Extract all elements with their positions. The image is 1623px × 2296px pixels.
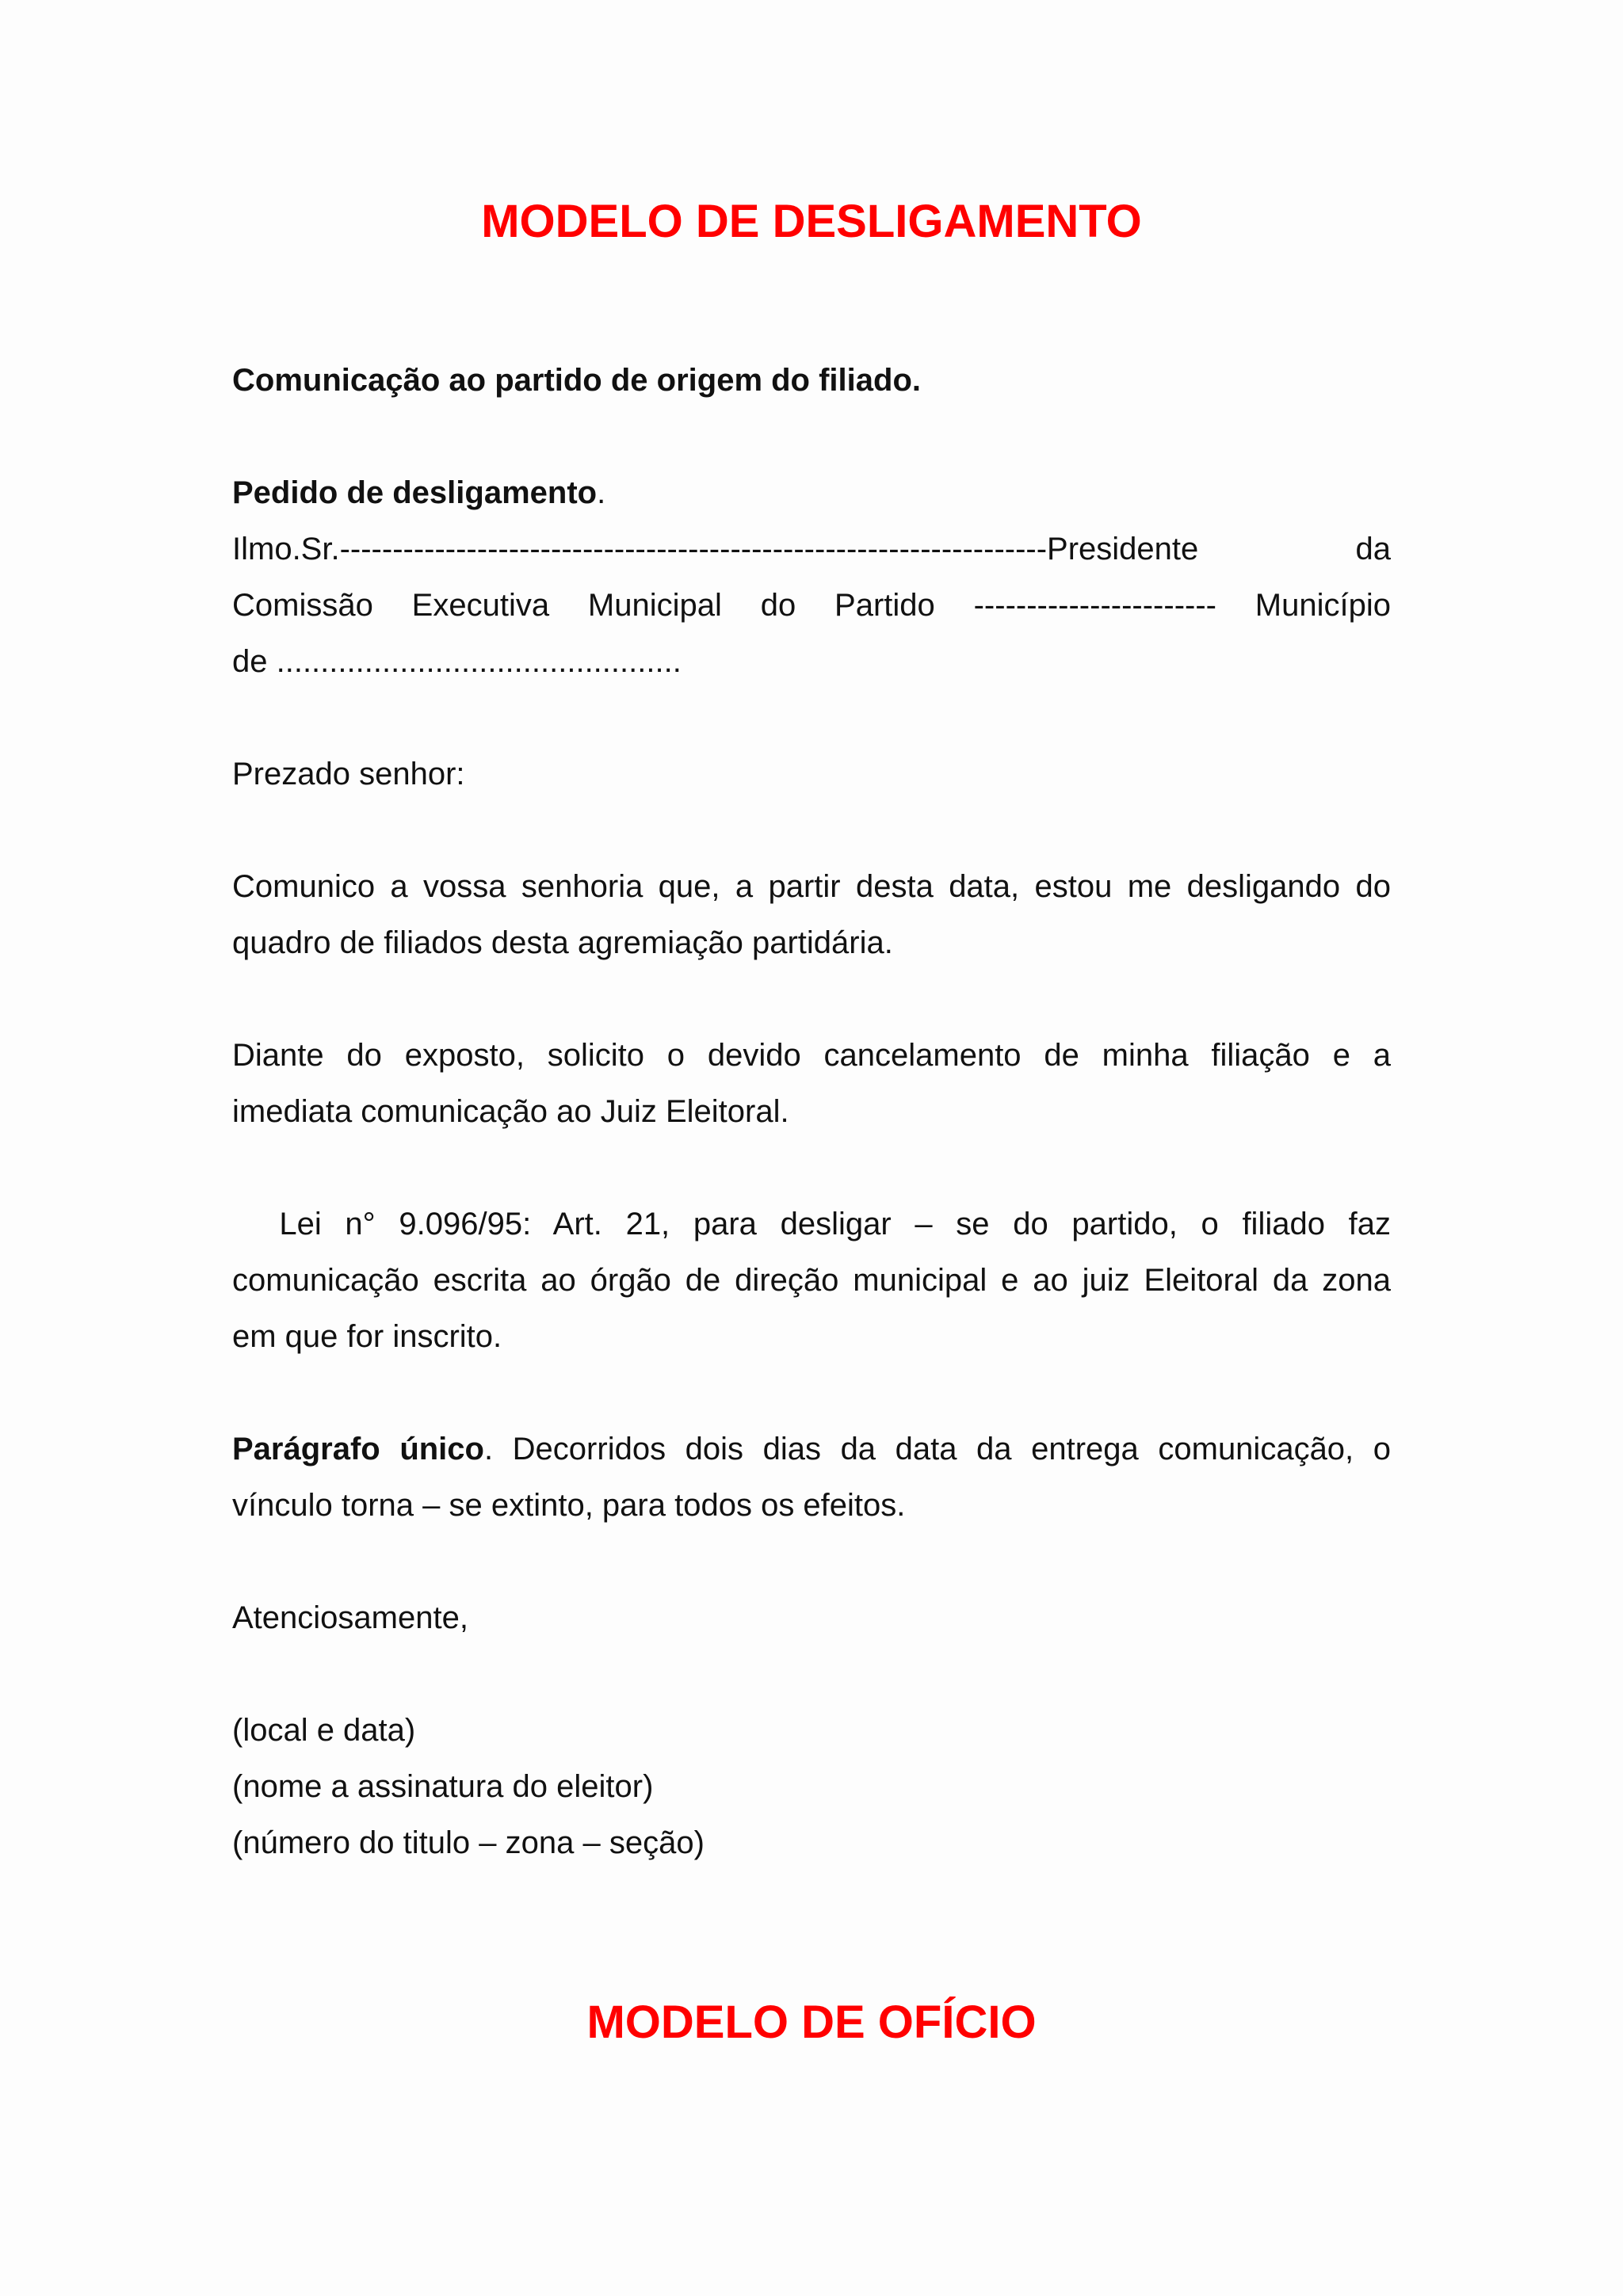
addressee-line-2: Comissão Executiva Municipal do Partido ----------------------- Município <box>232 588 1391 623</box>
request-heading-period: . <box>597 475 606 510</box>
law-reference-line-3: em que for inscrito. <box>232 1319 502 1354</box>
addressee-line-3: de .............................................. <box>232 644 682 679</box>
subject-line: Comunicação ao partido de origem do filiado. <box>232 363 921 398</box>
paragraph-1-line-2: quadro de filiados desta agremiação partidária. <box>232 925 893 960</box>
salutation: Prezado senhor: <box>232 757 465 791</box>
section-title-oficio: MODELO DE OFÍCIO <box>586 1997 1037 2048</box>
addressee-line-1: Ilmo.Sr.-------------------------------------------------------------------Presidente da <box>232 532 1391 566</box>
sole-paragraph <box>232 1421 1391 1534</box>
document-title: MODELO DE DESLIGAMENTO <box>481 196 1142 247</box>
request-heading-label: Pedido de desligamento <box>232 475 598 510</box>
signature-place-date: (local e data) <box>232 1713 416 1748</box>
paragraph-2 <box>232 1028 1391 1140</box>
sole-paragraph-line-2: vínculo torna – se extinto, para todos os efeitos. <box>232 1488 906 1523</box>
sole-paragraph-label: Parágrafo único <box>232 1432 484 1466</box>
sole-paragraph-line-1 <box>232 1421 1391 1478</box>
paragraph-1 <box>232 859 1391 971</box>
law-reference-line-1: Lei n° 9.096/95: Art. 21, para desligar – se do partido, o filiado faz <box>232 1207 1391 1241</box>
paragraph-1-line-1: Comunico a vossa senhoria que, a partir desta data, estou me desligando do <box>232 869 1391 904</box>
paragraph-2-line-1: Diante do exposto, solicito o devido cancelamento de minha filiação e a <box>232 1038 1391 1073</box>
signature-block <box>232 1703 1391 1871</box>
closing: Atenciosamente, <box>232 1600 468 1635</box>
sole-paragraph-line-1-rest: . Decorridos dois dias da data da entrega comunicação, o <box>483 1432 1391 1466</box>
signature-voter-id: (número do titulo – zona – seção) <box>232 1825 705 1860</box>
law-reference-line-2: comunicação escrita ao órgão de direção municipal e ao juiz Eleitoral da zona <box>232 1263 1391 1298</box>
law-reference <box>232 1196 1391 1365</box>
signature-name: (nome a assinatura do eleitor) <box>232 1769 654 1804</box>
addressee-block <box>232 521 1391 690</box>
paragraph-2-line-2: imediata comunicação ao Juiz Eleitoral. <box>232 1094 789 1129</box>
request-heading <box>232 465 1391 521</box>
